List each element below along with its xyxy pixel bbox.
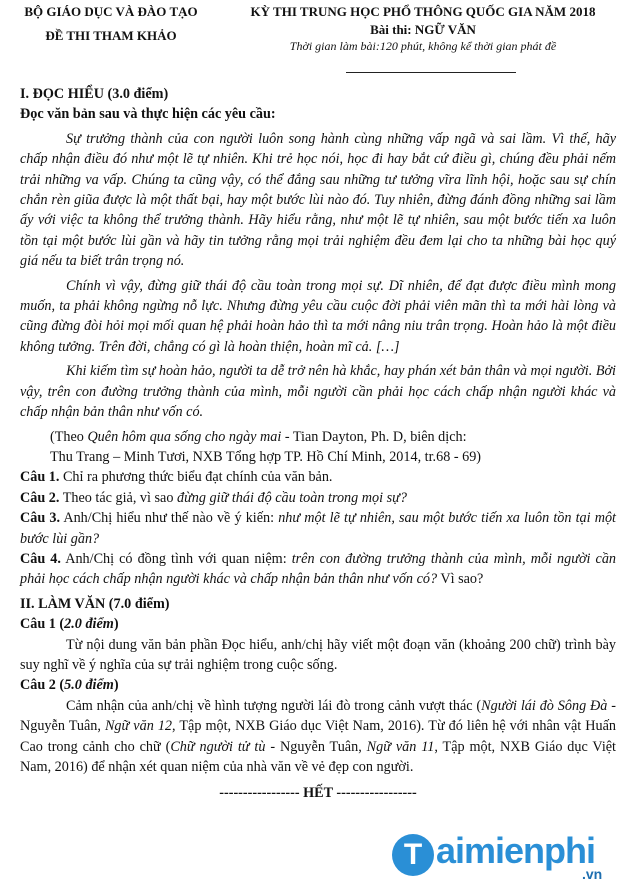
watermark-domain: .vn — [582, 866, 603, 882]
exam-title: KỲ THI TRUNG HỌC PHỔ THÔNG QUỐC GIA NĂM 2018 — [250, 4, 596, 19]
question-4: Câu 4. Anh/Chị có đồng tình với quan niệm: trên con đường trưởng thành của mình, mỗi người cần phải học cách chấp nhận người khác và chấp nhận bản thân như vốn có? Vì sao? — [20, 550, 617, 588]
writing-task-2: Cảm nhận của anh/chị về hình tượng người lái đò trong cảnh vượt thác (Người lái đò Sông Đà - Nguyễn Tuân, Ngữ văn 12, Tập một, NXB Giáo dục Việt Nam, 2016). Từ đó liên hệ với nhân vật Huấn Cao trong cảnh cho chữ (Chữ người tử tù - Nguyễn Tuân, Ngữ văn 11, Tập một, NXB Giáo dục Việt Nam, 2016) để nhận xét quan niệm của nhà văn về vẻ đẹp con người. — [20, 697, 617, 775]
exam-duration: Thời gian làm bài:120 phút, không kể thời gian phát đề — [289, 39, 557, 53]
question-3: Câu 3. Anh/Chị hiểu như thế nào về ý kiến: như một lẽ tự nhiên, sau một bước tiến xa luôn tồn tại một bước lùi gần? — [20, 510, 616, 547]
exam-type: ĐỀ THI THAM KHẢO — [45, 28, 177, 43]
end-marker: ----------------- HẾT ----------------- — [219, 785, 417, 802]
writing-task-1: Từ nội dung văn bản phần Đọc hiểu, anh/chị hãy viết một đoạn văn (khoảng 200 chữ) trình bày suy nghĩ về ý nghĩa của sự trải nghiệm trong cuộc sống. — [20, 636, 616, 673]
ministry-block — [6, 4, 216, 44]
exam-subject: Bài thi: NGỮ VĂN — [370, 22, 476, 37]
passage-paragraph-2: Chính vì vậy, đừng giữ thái độ cầu toàn trong mọi sự. Dĩ nhiên, để đạt được điều mình mong muốn, ta phải không ngừng nỗ lực. Nhưng đừng yêu cầu cuộc đời phải viên mãn thì ta mới hài lòng và cũng đừng đòi hỏi mọi mối quan hệ phải hoàn hảo thì ta mới nâng niu trân trọng. Hoàn hảo là một điều không tưởng. Trên đời, chẳng có gì là hoàn thiện, hoàn mĩ cả. […] — [20, 277, 616, 355]
writing-task-2-heading: Câu 2 (5.0 điểm) — [20, 677, 119, 694]
writing-task-1-heading: Câu 1 (2.0 điểm) — [20, 616, 119, 633]
section-reading-heading: I. ĐỌC HIỂU (3.0 điểm) — [20, 86, 169, 102]
question-2: Câu 2. Theo tác giả, vì sao đừng giữ thái độ cầu toàn trong mọi sự? — [20, 489, 407, 506]
passage-paragraph-3: Khi kiếm tìm sự hoàn hảo, người ta dễ trở nên hà khắc, hay phán xét bản thân và mọi người. Bởi vậy, trên con đường trưởng thành của mình, mỗi người cần phải học cách chấp nhận người khác và chấp nhận bản thân như vốn có. — [20, 363, 616, 421]
question-1: Câu 1. Chỉ ra phương thức biểu đạt chính của văn bản. — [20, 469, 333, 486]
passage-paragraph-1: Sự trưởng thành của con người luôn song hành cùng những vấp ngã và sai lầm. Vì thế, hãy chấp nhận điều đó như một lẽ tự nhiên. Khi trẻ học nói, học đi hay bắt cứ điều gì, chúng đều phải nếm trải những va vấp. Chúng ta cũng vậy, có thể đắng sau những tư tưởng vĩra lĩnh hội, hoặc sau sự chín chắn rèn giũa được là một thất bại, hay một bước lùi nào đó. Tuy nhiên, đừng đánh đồng những sai lầm ấy với việc ta không thể trưởng thành. Hãy hiểu rằng, như một lẽ tự nhiên, sau một bước tiến xa luôn tồn tại một bước lùi gần và hãy tin tưởng rằng mọi trải nghiệm đều đem lại cho ta những bài học quý giá nếu ta biết trân trọng nó. — [20, 130, 616, 270]
section-writing-heading: II. LÀM VĂN (7.0 điểm) — [20, 595, 170, 612]
header-divider — [346, 72, 516, 73]
watermark-logo — [392, 830, 628, 882]
exam-title-block — [218, 4, 628, 54]
watermark-text: aimienphi — [436, 830, 596, 871]
watermark-circle-icon: T — [392, 834, 434, 876]
source-citation-line2: Thu Trang – Minh Tươi, NXB Tổng hợp TP. Hồ Chí Minh, 2014, tr.68 - 69) — [50, 448, 482, 465]
source-citation: (Theo Quên hôm qua sống cho ngày mai - Tian Dayton, Ph. D, biên dịch: — [50, 428, 467, 445]
reading-instruction: Đọc văn bản sau và thực hiện các yêu cầu: — [20, 106, 276, 123]
ministry-name: BỘ GIÁO DỤC VÀ ĐÀO TẠO — [24, 4, 198, 19]
exam-body — [20, 84, 616, 804]
